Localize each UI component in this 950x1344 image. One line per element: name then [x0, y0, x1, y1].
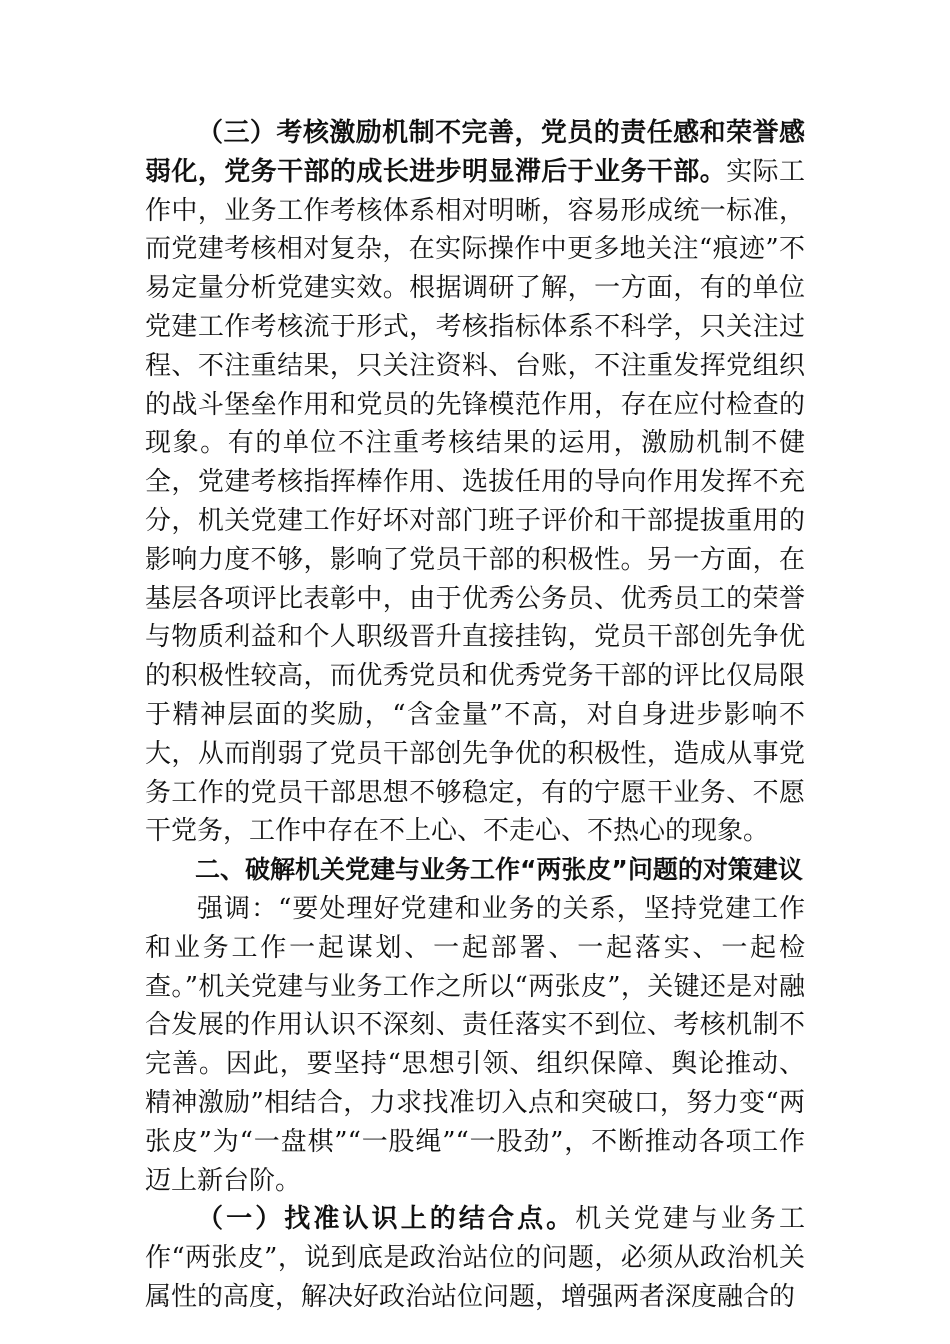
- paragraph-find-common-ground: [145, 1200, 805, 1316]
- paragraph-assessment-mechanism: [145, 114, 805, 851]
- paragraph-lead-sentence: （一）找准认识上的结合点。: [197, 1204, 576, 1235]
- paragraph-emphasis: 强调：“要处理好党建和业务的关系，坚持党建工作和业务工作一起谋划、一起部署、一起落实、一起检查。”机关党建与业务工作之所以“两张皮”，关键还是对融合发展的作用认识不深刻、责任落实不到位、考核机制不完善。因此，要坚持“思想引领、组织保障、舆论推动、精神激励”相结合，力求找准切入点和突破口，努力变“两张皮”为“一盘棋”“一股绳”“一股劲”，不断推动各项工作迈上新台阶。: [145, 893, 805, 1196]
- paragraph-body-text: 机关党建与业务工作“两张皮”，说到底是政治站位的问题，必须从政治机关属性的高度，解决好政治站位问题，增强两者深度融合的: [145, 1204, 805, 1312]
- document-page: [145, 114, 805, 1317]
- paragraph-body-text: 实际工作中，业务工作考核体系相对明晰，容易形成统一标准，而党建考核相对复杂，在实际操作中更多地关注“痕迹”不易定量分析党建实效。根据调研了解，一方面，有的单位党建工作考核流于形式，考核指标体系不科学，只关注过程、不注重结果，只关注资料、台账，不注重发挥党组织的战斗堡垒作用和党员的先锋模范作用，存在应付检查的现象。有的单位不注重考核结果的运用，激励机制不健全，党建考核指挥棒作用、选拔任用的导向作用发挥不充分，机关党建工作好坏对部门班子评价和干部提拔重用的影响力度不够，影响了党员干部的积极性。另一方面，在基层各项评比表彰中，由于优秀公务员、优秀员工的荣誉与物质利益和个人职级晋升直接挂钩，党员干部创先争优的积极性较高，而优秀党员和优秀党务干部的评比仅局限于精神层面的奖励，“含金量”不高，对自身进步影响不大，从而削弱了党员干部创先争优的积极性，造成从事党务工作的党员干部思想不够稳定，有的宁愿干业务、不愿干党务，工作中存在不上心、不走心、不热心的现象。: [145, 156, 805, 847]
- section-heading-countermeasures: 二、破解机关党建与业务工作“两张皮”问题的对策建议: [195, 855, 803, 885]
- paragraph-lead-sentence: （三）考核激励机制不完善，党员的责任感和荣誉感弱化，党务干部的成长进步明显滞后于业务干部。: [145, 118, 805, 187]
